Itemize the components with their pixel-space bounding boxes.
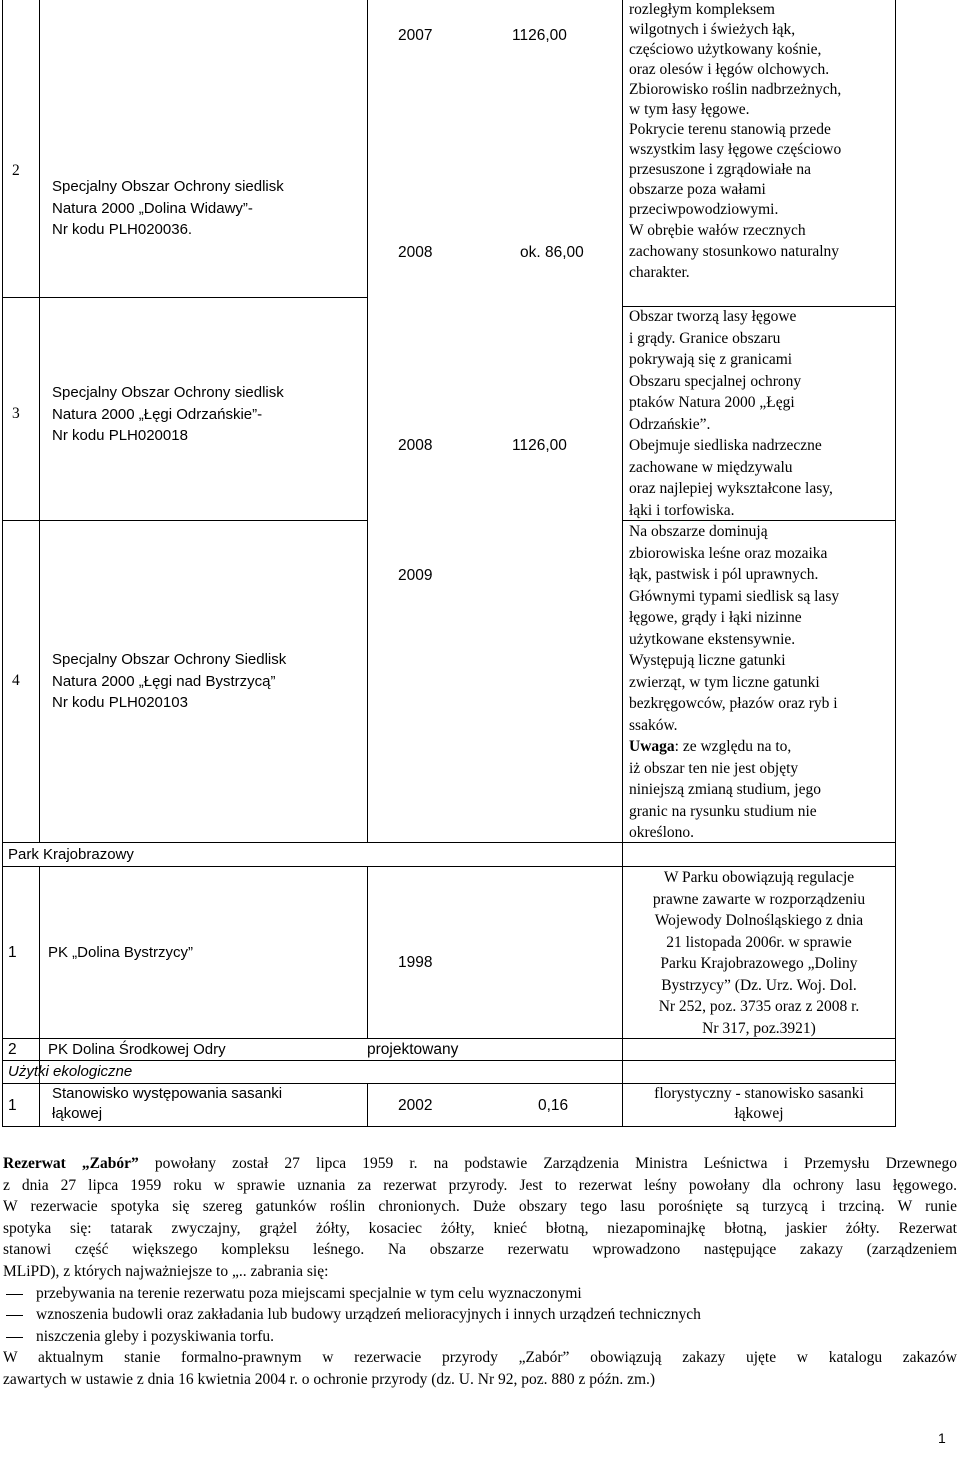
list-item-text: niszczenia gleby i pozyskiwania torfu. (36, 1327, 275, 1345)
paragraph-line (3, 1153, 957, 1175)
year: 2007 (398, 27, 433, 44)
note-label: Uwaga (629, 738, 675, 755)
desc-line: zachowane w międzywalu (629, 458, 793, 476)
area-name-line: Natura 2000 „Łęgi nad Bystrzycą” (52, 672, 276, 690)
desc-line: Nr 317, poz.3921) (702, 1019, 816, 1037)
page-number: 1 (938, 1430, 946, 1446)
area-name-line: łąkowej (52, 1105, 103, 1122)
desc-line: Nr 252, poz. 3735 oraz z 2008 r. (658, 998, 860, 1015)
description (624, 867, 894, 1039)
desc-line: W obrębie wałów rzecznych (629, 222, 806, 239)
desc-line: Głównymi typami siedlisk są lasy (629, 587, 840, 605)
grid-line (2, 520, 367, 521)
desc-line: obszarze poza wałami (629, 181, 766, 198)
grid-line (39, 0, 40, 842)
desc-line: bezkręgowców, płazów oraz ryb i (629, 695, 838, 712)
list-item-text: przebywania na terenie rezerwatu poza miejscami specjalnie w tym celu wyznaczonymi (36, 1284, 582, 1302)
grid-line (2, 0, 3, 1126)
paragraph-line: W rezerwacie spotyka się szereg gatunków roślin chronionych. Duże obszary tego lasu porośnięte są turzycą i trzciną. W runie (3, 1198, 957, 1216)
grid-line (622, 0, 623, 1126)
grid-line (2, 1126, 896, 1127)
desc-line: charakter. (629, 264, 690, 281)
desc-line: Pokrycie terenu stanowią przede (629, 121, 831, 138)
desc-line: pokrywają się z granicami (629, 351, 793, 368)
year: 2009 (398, 567, 433, 584)
note-line: granic na rysunku studium nie (629, 802, 817, 820)
year: 2008 (398, 437, 433, 454)
desc-line: łąkowej (734, 1105, 784, 1122)
desc-line: oraz olesów i łęgów olchowych. (629, 61, 830, 78)
dash-bullet (6, 1315, 23, 1316)
desc-line: wilgotnych i świeżych łąk, (629, 21, 796, 38)
grid-line (39, 866, 40, 1126)
desc-line: łąki i torfowiska. (629, 501, 735, 519)
dash-bullet (6, 1294, 23, 1295)
area-value: 0,16 (538, 1097, 569, 1114)
desc-line: ptaków Natura 2000 „Łęgi (629, 394, 795, 411)
park-name: PK „Dolina Bystrzycy” (48, 944, 194, 961)
desc-line: Bystrzycy” (Dz. Urz. Woj. Dol. (661, 976, 857, 994)
note-line: iż obszar ten nie jest objęty (629, 759, 799, 777)
row-number: 2 (12, 162, 20, 179)
year: 1998 (398, 954, 433, 971)
note-line: określono. (629, 824, 695, 841)
list-item (3, 1283, 957, 1305)
desc-line: przesuszone i zgrądowiałe na (629, 161, 812, 178)
desc-line: przeciwpowodziowymi. (629, 201, 779, 218)
section-header-park: Park Krajobrazowy (8, 846, 134, 863)
desc-line: Obszaru specjalnej ochrony (629, 372, 802, 390)
area-name-line: Nr kodu PLH020018 (52, 427, 188, 444)
grid-line (895, 0, 896, 1126)
paragraph-line: MLiPD), z których najważniejsze to „.. zabrania się: (3, 1262, 329, 1280)
desc-line: Wojewody Dolnośląskiego z dnia (654, 912, 864, 929)
area-name-line: Nr kodu PLH020036. (52, 221, 193, 238)
list-item-text: wznoszenia budowli oraz zakładania lub budowy urządzeń melioracyjnych i innych urządzeń technicznych (36, 1306, 701, 1324)
desc-line: Parku Krajobrazowego „Doliny (660, 955, 858, 972)
dash-bullet (6, 1337, 23, 1338)
desc-line: wszystkim lasy łęgowe częściowo (629, 141, 842, 158)
year: 2002 (398, 1097, 433, 1114)
section-header-uzytki: Użytki ekologiczne (8, 1063, 133, 1080)
desc-line: 21 listopada 2006r. w sprawie (666, 933, 852, 951)
note-text: : ze względu na to, (674, 738, 792, 755)
paragraph-line: z dnia 27 lipca 1959 roku w sprawie uznania za rezerwat przyrody. Jest to rezerwat leśny powołany dla ochrony lasu łęgowego. (3, 1176, 957, 1194)
desc-line: rozległym kompleksem (629, 1, 775, 18)
paragraph-line: W aktualnym stanie formalno-prawnym w rezerwacie przyrody „Zabór” obowiązują zakazy ujęte w katalogu zakazów (3, 1349, 957, 1367)
area-name-line: Nr kodu PLH020103 (52, 694, 188, 711)
desc-line: Obszar tworzą lasy łęgowe (629, 308, 797, 325)
paragraph-line: stanowi część większego kompleksu leśnego. Na obszarze rezerwatu wprowadzono następujące zakazy (zarządzeniem (3, 1241, 957, 1259)
area-name (52, 649, 286, 714)
area-name-line: Natura 2000 „Dolina Widawy”- (52, 199, 253, 217)
area-name-line: Specjalny Obszar Ochrony siedlisk (52, 178, 284, 195)
row-number: 4 (12, 672, 20, 689)
area-name (52, 1084, 282, 1124)
area-value: 1126,00 (512, 437, 567, 454)
description (629, 306, 833, 521)
area-name (52, 382, 284, 447)
desc-line: W Parku obowiązują regulacje (663, 869, 855, 886)
reserve-description (3, 1153, 957, 1391)
row-number: 3 (12, 405, 20, 422)
desc-line: ssaków. (629, 716, 678, 734)
note-line: niniejszą zmianą studium, jego (629, 781, 821, 798)
desc-line: prawne zawarte w rozporządzeniu (652, 890, 866, 908)
paragraph-line: zawartych w ustawie z dnia 16 kwietnia 2004 r. o ochronie przyrody (dz. U. Nr 92, poz. 880 z późn. zm.) (3, 1370, 656, 1388)
desc-line: w tym łasy łęgowe. (629, 101, 750, 118)
paragraph-line: spotyka się: tatarak zwyczajny, grążel żółty, kosaciec żółty, knieć błotną, niezapominajkę błotną, jaskier żółty. Rezerwat (3, 1219, 957, 1237)
row-number: 1 (8, 1097, 17, 1114)
grid-line (2, 297, 367, 298)
desc-line: Występują liczne gatunki (629, 652, 786, 669)
desc-line: użytkowane ekstensywnie. (629, 630, 796, 648)
desc-line: Obejmuje siedliska nadrzeczne (629, 437, 822, 454)
status: projektowany (367, 1041, 459, 1058)
desc-line: zachowany stosunkowo naturalny (629, 243, 840, 260)
list-item (3, 1304, 957, 1326)
area-name-line: Specjalny Obszar Ochrony siedlisk (52, 384, 284, 401)
row-number: 2 (8, 1041, 17, 1058)
desc-line: zbiorowiska leśne oraz mozaika (629, 544, 828, 562)
desc-line: Zbiorowisko roślin nadbrzeżnych, (629, 81, 842, 98)
desc-line: zwierząt, w tym liczne gatunki (629, 673, 820, 691)
desc-line: częściowo użytkowany kośnie, (629, 41, 822, 58)
desc-line: łąk, pastwisk i pól uprawnych. (629, 566, 819, 583)
area-value: 1126,00 (512, 27, 567, 44)
area-name-line: Stanowisko występowania sasanki (52, 1085, 283, 1102)
desc-line: Odrzańskie”. (629, 415, 711, 433)
desc-line: Na obszarze dominują (629, 523, 768, 540)
area-name (52, 176, 284, 241)
desc-line: łęgowe, grądy i łąki nizinne (629, 609, 802, 626)
grid-line (367, 1083, 368, 1126)
desc-line: oraz najlepiej wykształcone lasy, (629, 480, 833, 497)
description (624, 1084, 894, 1124)
description (629, 521, 839, 844)
row-number: 1 (8, 944, 17, 961)
reserve-name: Rezerwat „Zabór” (3, 1155, 139, 1172)
area-name-line: Specjalny Obszar Ochrony Siedlisk (52, 651, 287, 668)
note-line (629, 736, 839, 758)
grid-line (367, 0, 368, 842)
year: 2008 (398, 244, 433, 261)
area-value: ok. 86,00 (520, 244, 584, 261)
description (629, 0, 841, 283)
list-item (3, 1326, 957, 1348)
desc-line: florystyczny - stanowisko sasanki (654, 1085, 864, 1102)
grid-line (367, 866, 368, 1038)
park-name: PK Dolina Środkowej Odry (48, 1041, 226, 1058)
desc-line: i grądy. Granice obszaru (629, 329, 781, 347)
area-name-line: Natura 2000 „Łęgi Odrzańskie”- (52, 405, 263, 423)
paragraph-text: powołany został 27 lipca 1959 r. na podstawie Zarządzenia Ministra Leśnictwa i Przemysłu Drzewnego (138, 1155, 958, 1172)
